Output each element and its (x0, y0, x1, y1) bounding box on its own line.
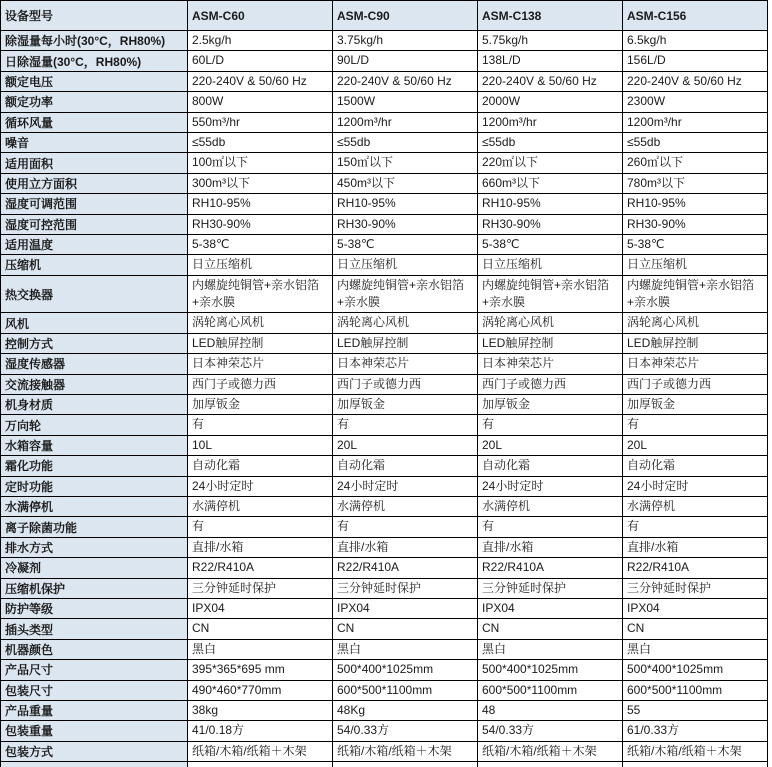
spec-value-cell: 有 (188, 517, 333, 537)
spec-value-cell: 5-38℃ (333, 234, 478, 254)
spec-row (1, 255, 768, 275)
spec-value-cell: 1200m³/hr (623, 112, 768, 132)
spec-value-cell: ≤55db (188, 132, 333, 152)
spec-value-cell: LED触屏控制 (188, 333, 333, 353)
spec-value-cell: 有 (478, 415, 623, 435)
spec-value-cell: ≤55db (478, 132, 623, 152)
spec-value-cell: CN (188, 619, 333, 639)
spec-value-cell: 450m³以下 (333, 173, 478, 193)
spec-value-cell: 5.75kg/h (478, 31, 623, 51)
spec-value-cell: LED触屏控制 (333, 333, 478, 353)
spec-value-cell: 纸箱/木箱/纸箱＋木架 (188, 741, 333, 761)
row-label: 额定功率 (1, 92, 188, 112)
spec-row (1, 435, 768, 455)
spec-value-cell: 西门子或德力西 (188, 374, 333, 394)
spec-value-cell: 日本神荣芯片 (623, 354, 768, 374)
spec-value-cell: 水满停机 (188, 496, 333, 516)
spec-row (1, 639, 768, 659)
spec-value-cell: 三分钟延时保护 (188, 578, 333, 598)
spec-row (1, 374, 768, 394)
spec-value-cell: 220-240V & 50/60 Hz (623, 71, 768, 91)
row-label: 循环风量 (1, 112, 188, 132)
row-label: 噪音 (1, 132, 188, 152)
spec-value-cell: 内螺旋纯铜管+亲水铝箔+亲水膜 (333, 275, 478, 313)
row-label: 霜化功能 (1, 456, 188, 476)
spec-value-cell: 直排/水箱 (333, 537, 478, 557)
spec-value-cell: 涡轮离心风机 (478, 313, 623, 333)
spec-value-cell: 550m³/hr (188, 112, 333, 132)
spec-value-cell: RH30-90% (188, 214, 333, 234)
row-label: 机身材质 (1, 395, 188, 415)
spec-value-cell: 20L (478, 435, 623, 455)
spec-value-cell: LED触屏控制 (623, 333, 768, 353)
spec-value-cell: 2300W (623, 92, 768, 112)
spec-value-cell: 有 (188, 415, 333, 435)
header-cell-asm-c60: ASM-C60 (188, 1, 333, 31)
spec-value-cell: RH30-90% (478, 214, 623, 234)
spec-row (1, 214, 768, 234)
spec-value-cell: 水满停机 (623, 496, 768, 516)
spec-value-cell: RH10-95% (333, 194, 478, 214)
spec-row (1, 537, 768, 557)
spec-value-cell: 黑白 (333, 639, 478, 659)
spec-value-cell: 有 (333, 517, 478, 537)
spec-value-cell: 54/0.33方 (333, 721, 478, 741)
spec-value-cell: 直排/水箱 (623, 537, 768, 557)
spec-value-cell: IPX04 (333, 598, 478, 618)
spec-value-cell: 60L/D (188, 51, 333, 71)
spec-value-cell (478, 762, 623, 767)
spec-value-cell: 直排/水箱 (478, 537, 623, 557)
row-label: 湿度传感器 (1, 354, 188, 374)
spec-value-cell (333, 762, 478, 767)
spec-value-cell: 41/0.18方 (188, 721, 333, 741)
row-label: 水满停机 (1, 496, 188, 516)
spec-value-cell: 三分钟延时保护 (623, 578, 768, 598)
spec-value-cell: 48Kg (333, 700, 478, 720)
spec-value-cell: 涡轮离心风机 (188, 313, 333, 333)
spec-value-cell: 加厚钣金 (333, 395, 478, 415)
spec-value-cell: 3.75kg/h (333, 31, 478, 51)
spec-value-cell: ≤55db (623, 132, 768, 152)
header-cell-model-label: 设备型号 (1, 1, 188, 31)
spec-value-cell: IPX04 (623, 598, 768, 618)
spec-value-cell: RH30-90% (623, 214, 768, 234)
spec-row (1, 660, 768, 680)
spec-value-cell: 纸箱/木箱/纸箱＋木架 (333, 741, 478, 761)
spec-value-cell: 220-240V & 50/60 Hz (188, 71, 333, 91)
spec-value-cell: 有 (623, 415, 768, 435)
row-label: 包装重量 (1, 721, 188, 741)
row-label: 万向轮 (1, 415, 188, 435)
spec-value-cell: 5-38℃ (188, 234, 333, 254)
row-label: 压缩机保护 (1, 578, 188, 598)
spec-value-cell: 西门子或德力西 (623, 374, 768, 394)
spec-value-cell: 38kg (188, 700, 333, 720)
spec-value-cell: ≤55db (333, 132, 478, 152)
spec-value-cell: 220㎡以下 (478, 153, 623, 173)
row-label: 湿度可控范围 (1, 214, 188, 234)
spec-row (1, 578, 768, 598)
spec-value-cell: 500*400*1025mm (478, 660, 623, 680)
spec-value-cell: LED触屏控制 (478, 333, 623, 353)
row-label: 风机 (1, 313, 188, 333)
spec-value-cell: 600*500*1100mm (478, 680, 623, 700)
row-label: 机器颜色 (1, 639, 188, 659)
spec-value-cell: 800W (188, 92, 333, 112)
spec-row (1, 558, 768, 578)
spec-value-cell: 24小时定时 (478, 476, 623, 496)
spec-value-cell: 内螺旋纯铜管+亲水铝箔+亲水膜 (188, 275, 333, 313)
row-label: 湿度可调范围 (1, 194, 188, 214)
row-label: 热交换器 (1, 275, 188, 313)
spec-row (1, 598, 768, 618)
header-row (1, 1, 768, 31)
spec-value-cell: 54/0.33方 (478, 721, 623, 741)
spec-value-cell: 48 (478, 700, 623, 720)
spec-value-cell: 100㎡以下 (188, 153, 333, 173)
spec-value-cell: 2.5kg/h (188, 31, 333, 51)
spec-row (1, 741, 768, 761)
spec-value-cell: 西门子或德力西 (478, 374, 623, 394)
spec-value-cell: 加厚钣金 (188, 395, 333, 415)
spec-value-cell: 日本神荣芯片 (478, 354, 623, 374)
spec-value-cell: 水满停机 (333, 496, 478, 516)
spec-value-cell: R22/R410A (188, 558, 333, 578)
spec-value-cell: 660m³以下 (478, 173, 623, 193)
spec-value-cell: 55 (623, 700, 768, 720)
spec-value-cell: 395*365*695 mm (188, 660, 333, 680)
spec-value-cell: 内螺旋纯铜管+亲水铝箔+亲水膜 (478, 275, 623, 313)
row-label: 日除湿量(30°C，RH80%) (1, 51, 188, 71)
spec-value-cell: 90L/D (333, 51, 478, 71)
row-label: 控制方式 (1, 333, 188, 353)
row-label: 压缩机 (1, 255, 188, 275)
spec-value-cell: RH10-95% (478, 194, 623, 214)
spec-row (1, 71, 768, 91)
spec-value-cell: 水满停机 (478, 496, 623, 516)
spec-value-cell: 600*500*1100mm (623, 680, 768, 700)
spec-row (1, 31, 768, 51)
spec-row (1, 92, 768, 112)
spec-value-cell: 西门子或德力西 (333, 374, 478, 394)
spec-value-cell: 自动化霜 (188, 456, 333, 476)
spec-value-cell: 600*500*1100mm (333, 680, 478, 700)
spec-value-cell: 500*400*1025mm (333, 660, 478, 680)
spec-value-cell: 日立压缩机 (478, 255, 623, 275)
spec-row (1, 700, 768, 720)
spec-value-cell: 24小时定时 (623, 476, 768, 496)
spec-value-cell: 日本神荣芯片 (333, 354, 478, 374)
spec-value-cell: R22/R410A (333, 558, 478, 578)
row-label: 水箱容量 (1, 435, 188, 455)
spec-value-cell: 20L (333, 435, 478, 455)
spec-value-cell: RH10-95% (188, 194, 333, 214)
spec-value-cell: 自动化霜 (623, 456, 768, 476)
spec-row (1, 517, 768, 537)
header-cell-asm-c90: ASM-C90 (333, 1, 478, 31)
spec-row (1, 680, 768, 700)
spec-value-cell: 24小时定时 (188, 476, 333, 496)
spec-row (1, 456, 768, 476)
spec-row (1, 234, 768, 254)
row-label: 定时功能 (1, 476, 188, 496)
spec-value-cell: IPX04 (188, 598, 333, 618)
spec-value-cell: 1200m³/hr (333, 112, 478, 132)
spec-value-cell: IPX04 (478, 598, 623, 618)
row-label: 适用温度 (1, 234, 188, 254)
partial-row (1, 762, 768, 767)
spec-value-cell: 61/0.33方 (623, 721, 768, 741)
spec-value-cell: R22/R410A (478, 558, 623, 578)
spec-value-cell: 内螺旋纯铜管+亲水铝箔+亲水膜 (623, 275, 768, 313)
spec-value-cell: CN (333, 619, 478, 639)
spec-value-cell: RH10-95% (623, 194, 768, 214)
spec-row (1, 132, 768, 152)
header-cell-asm-c156: ASM-C156 (623, 1, 768, 31)
spec-value-cell: 直排/水箱 (188, 537, 333, 557)
spec-value-cell: 自动化霜 (478, 456, 623, 476)
spec-row (1, 721, 768, 741)
row-label: 使用立方面积 (1, 173, 188, 193)
spec-row (1, 354, 768, 374)
row-label: 冷凝剂 (1, 558, 188, 578)
spec-value-cell: 黑白 (623, 639, 768, 659)
row-label: 额定电压 (1, 71, 188, 91)
spec-value-cell: 260㎡以下 (623, 153, 768, 173)
spec-value-cell: CN (623, 619, 768, 639)
spec-value-cell: 三分钟延时保护 (478, 578, 623, 598)
spec-value-cell: 三分钟延时保护 (333, 578, 478, 598)
spec-row (1, 173, 768, 193)
spec-value-cell: RH30-90% (333, 214, 478, 234)
spec-row (1, 496, 768, 516)
row-label: 插头类型 (1, 619, 188, 639)
spec-value-cell: R22/R410A (623, 558, 768, 578)
spec-value-cell: 24小时定时 (333, 476, 478, 496)
spec-value-cell: 10L (188, 435, 333, 455)
spec-row (1, 275, 768, 313)
spec-row (1, 313, 768, 333)
spec-row (1, 153, 768, 173)
spec-value-cell: 日立压缩机 (188, 255, 333, 275)
spec-row (1, 476, 768, 496)
spec-value-cell: 2000W (478, 92, 623, 112)
spec-value-cell (188, 762, 333, 767)
spec-value-cell: 1500W (333, 92, 478, 112)
spec-value-cell: 780m³以下 (623, 173, 768, 193)
spec-value-cell: 6.5kg/h (623, 31, 768, 51)
spec-row (1, 51, 768, 71)
spec-value-cell: 156L/D (623, 51, 768, 71)
spec-value-cell: 日立压缩机 (623, 255, 768, 275)
spec-value-cell: CN (478, 619, 623, 639)
spec-value-cell: 纸箱/木箱/纸箱＋木架 (478, 741, 623, 761)
spec-value-cell: 纸箱/木箱/纸箱＋木架 (623, 741, 768, 761)
row-label: 包装尺寸 (1, 680, 188, 700)
spec-value-cell: 138L/D (478, 51, 623, 71)
spec-value-cell: 有 (478, 517, 623, 537)
row-label: 产品重量 (1, 700, 188, 720)
row-label: 除湿量每小时(30°C，RH80%) (1, 31, 188, 51)
spec-value-cell: 220-240V & 50/60 Hz (333, 71, 478, 91)
spec-value-cell: 有 (623, 517, 768, 537)
spec-value-cell: 5-38℃ (623, 234, 768, 254)
row-label: 排水方式 (1, 537, 188, 557)
row-label (1, 762, 188, 767)
spec-value-cell: 黑白 (478, 639, 623, 659)
spec-table-body (1, 31, 768, 767)
spec-value-cell: 自动化霜 (333, 456, 478, 476)
spec-row (1, 194, 768, 214)
spec-value-cell: 日本神荣芯片 (188, 354, 333, 374)
row-label: 适用面积 (1, 153, 188, 173)
row-label: 产品尺寸 (1, 660, 188, 680)
spec-value-cell: 500*400*1025mm (623, 660, 768, 680)
spec-value-cell: 涡轮离心风机 (333, 313, 478, 333)
row-label: 包装方式 (1, 741, 188, 761)
spec-row (1, 112, 768, 132)
spec-value-cell: 有 (333, 415, 478, 435)
spec-value-cell: 日立压缩机 (333, 255, 478, 275)
header-cell-asm-c138: ASM-C138 (478, 1, 623, 31)
spec-value-cell: 490*460*770mm (188, 680, 333, 700)
spec-value-cell: 300m³以下 (188, 173, 333, 193)
spec-value-cell: 1200m³/hr (478, 112, 623, 132)
spec-value-cell: 加厚钣金 (478, 395, 623, 415)
row-label: 离子除菌功能 (1, 517, 188, 537)
spec-row (1, 333, 768, 353)
spec-value-cell: 20L (623, 435, 768, 455)
row-label: 防护等级 (1, 598, 188, 618)
row-label: 交流接触器 (1, 374, 188, 394)
spec-value-cell: 涡轮离心风机 (623, 313, 768, 333)
spec-value-cell (623, 762, 768, 767)
spec-value-cell: 黑白 (188, 639, 333, 659)
spec-row (1, 415, 768, 435)
spec-row (1, 619, 768, 639)
spec-value-cell: 5-38℃ (478, 234, 623, 254)
spec-value-cell: 220-240V & 50/60 Hz (478, 71, 623, 91)
spec-value-cell: 150㎡以下 (333, 153, 478, 173)
spec-row (1, 395, 768, 415)
spec-value-cell: 加厚钣金 (623, 395, 768, 415)
